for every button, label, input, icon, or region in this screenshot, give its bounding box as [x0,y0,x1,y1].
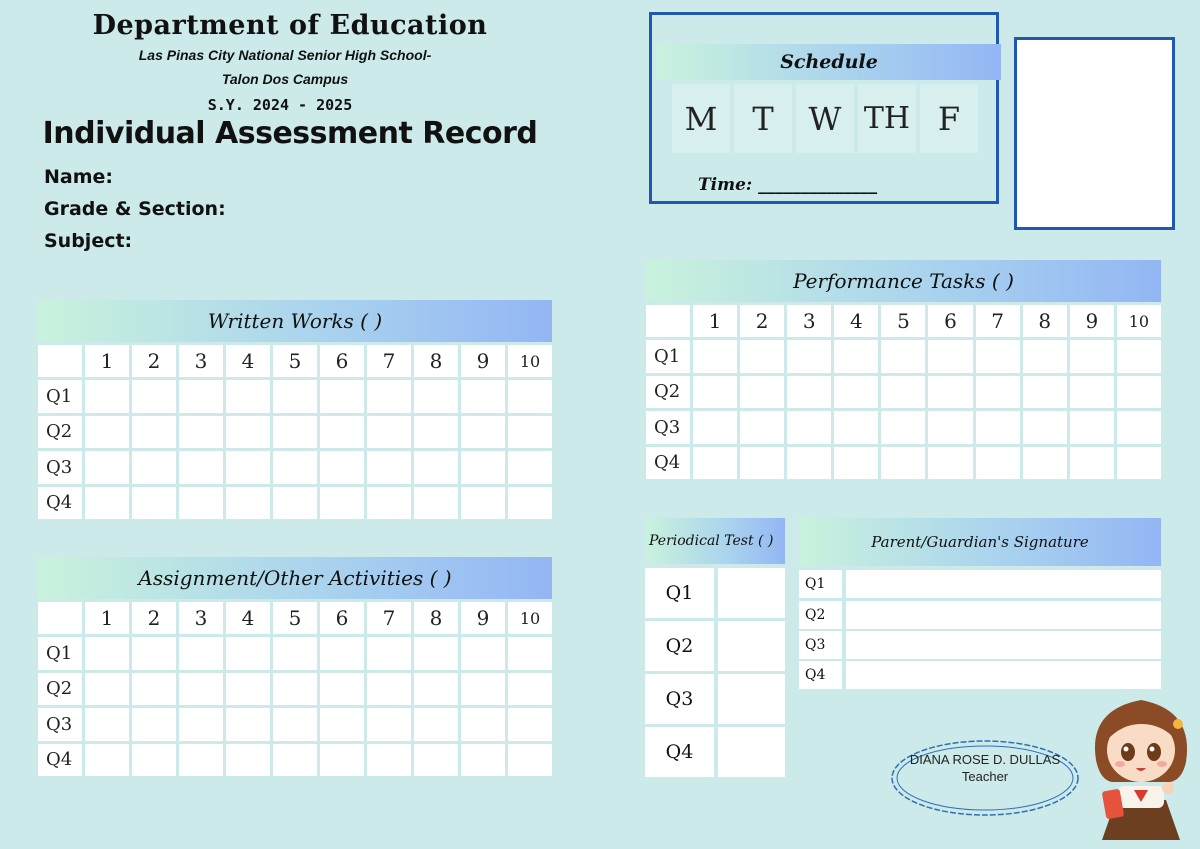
pt-score-cell[interactable] [1117,376,1161,408]
pt-score-cell[interactable] [787,376,831,408]
as-score-cell[interactable] [85,744,129,776]
written-works-table [38,345,552,519]
pt-score-cell[interactable] [740,411,784,443]
teacher-badge [888,737,1082,819]
column-header: 1 [693,305,737,337]
day-monday: M [672,84,730,153]
pt-score-cell[interactable] [976,376,1020,408]
periodical-q4-label: Q4 [645,727,714,777]
as-score-cell[interactable] [414,708,458,740]
ww-score-cell[interactable] [414,487,458,519]
as-score-cell[interactable] [320,673,364,705]
pt-score-cell[interactable] [1023,376,1067,408]
as-score-cell[interactable] [273,673,317,705]
pt-score-cell[interactable] [1117,411,1161,443]
ww-score-cell[interactable] [320,451,364,483]
row-label: Q1 [38,637,82,669]
periodical-q3-cell[interactable] [718,674,785,724]
as-score-cell[interactable] [320,708,364,740]
column-header: 10 [1117,305,1161,337]
assignments-header [38,557,552,599]
as-score-cell[interactable] [179,637,223,669]
page-title: Individual Assessment Record [42,116,538,151]
as-score-cell[interactable] [320,637,364,669]
day-wednesday: W [796,84,854,153]
as-score-cell[interactable] [414,637,458,669]
column-header: 6 [320,345,364,377]
as-score-cell[interactable] [85,637,129,669]
grade-section-label: Grade & Section: [44,198,226,220]
as-score-cell[interactable] [85,708,129,740]
row-label: Q2 [646,376,690,408]
as-score-cell[interactable] [367,637,411,669]
periodical-test-title: Periodical Test ( ) [649,533,774,549]
ww-score-cell[interactable] [85,380,129,412]
column-header: 9 [461,602,505,634]
row-label: Q3 [646,411,690,443]
pt-score-cell[interactable] [976,411,1020,443]
column-header: 10 [508,602,552,634]
as-score-cell[interactable] [226,744,270,776]
as-score-cell[interactable] [179,673,223,705]
column-header: 8 [1023,305,1067,337]
ww-score-cell[interactable] [367,487,411,519]
school-name-line1: Las Pinas City National Senior High School- [138,47,432,63]
ww-score-cell[interactable] [414,380,458,412]
ww-score-cell[interactable] [273,451,317,483]
pt-score-cell[interactable] [1023,340,1067,372]
school-year: S.Y. 2024 - 2025 [207,96,353,114]
assignments-table [38,602,552,776]
periodical-q3-label: Q3 [645,674,714,724]
day-thursday: TH [858,84,916,153]
ww-score-cell[interactable] [179,487,223,519]
ww-score-cell[interactable] [367,451,411,483]
ww-score-cell[interactable] [414,451,458,483]
signature-q2-label: Q2 [799,601,842,629]
teacher-girl-illustration-icon [1082,690,1200,849]
row-label: Q1 [646,340,690,372]
pt-score-cell[interactable] [928,340,972,372]
row-label: Q2 [38,416,82,448]
ww-score-cell[interactable] [367,416,411,448]
as-score-cell[interactable] [132,708,176,740]
photo-box[interactable] [1014,37,1175,230]
ww-score-cell[interactable] [367,380,411,412]
row-label: Q1 [38,380,82,412]
as-score-cell[interactable] [414,673,458,705]
pt-score-cell[interactable] [976,340,1020,372]
teacher-role: Teacher [961,769,1009,784]
column-header: 6 [928,305,972,337]
ww-score-cell[interactable] [226,416,270,448]
column-header: 8 [414,602,458,634]
assignments-title: Assignment/Other Activities ( ) [138,566,452,590]
pt-score-cell[interactable] [740,447,784,479]
periodical-q4-cell[interactable] [718,727,785,777]
ww-score-cell[interactable] [461,416,505,448]
row-label: Q4 [38,744,82,776]
ww-score-cell[interactable] [414,416,458,448]
ww-score-cell[interactable] [320,416,364,448]
as-score-cell[interactable] [508,673,552,705]
pt-score-cell[interactable] [1070,447,1114,479]
written-works-title: Written Works ( ) [207,309,383,333]
as-score-cell[interactable] [414,744,458,776]
performance-tasks-table [646,305,1161,479]
pt-score-cell[interactable] [740,376,784,408]
pt-score-cell[interactable] [834,411,878,443]
pt-score-cell[interactable] [1070,340,1114,372]
schedule-title: Schedule [657,44,1001,80]
as-score-cell[interactable] [461,744,505,776]
column-header: 9 [1070,305,1114,337]
teacher-name: DIANA ROSE D. DULLAS [909,752,1061,767]
as-score-cell[interactable] [226,673,270,705]
pt-score-cell[interactable] [740,340,784,372]
pt-score-cell[interactable] [834,340,878,372]
signature-q1-label: Q1 [799,570,842,598]
ww-score-cell[interactable] [320,487,364,519]
column-header: 4 [226,602,270,634]
pt-score-cell[interactable] [787,447,831,479]
pt-score-cell[interactable] [1023,447,1067,479]
column-header: 5 [273,602,317,634]
pt-score-cell[interactable] [976,447,1020,479]
ww-score-cell[interactable] [179,451,223,483]
as-score-cell[interactable] [273,708,317,740]
table-corner-cell [646,305,690,337]
ww-score-cell[interactable] [85,416,129,448]
pt-score-cell[interactable] [787,411,831,443]
ww-score-cell[interactable] [132,487,176,519]
ww-score-cell[interactable] [179,416,223,448]
name-label: Name: [44,166,114,188]
table-corner-cell [38,345,82,377]
column-header: 10 [508,345,552,377]
ww-score-cell[interactable] [226,487,270,519]
as-score-cell[interactable] [320,744,364,776]
ww-score-cell[interactable] [461,451,505,483]
row-label: Q3 [38,708,82,740]
ww-score-cell[interactable] [85,487,129,519]
ww-score-cell[interactable] [132,380,176,412]
as-score-cell[interactable] [461,637,505,669]
ww-score-cell[interactable] [132,416,176,448]
pt-score-cell[interactable] [693,340,737,372]
column-header: 7 [367,345,411,377]
column-header: 2 [132,345,176,377]
as-score-cell[interactable] [461,673,505,705]
as-score-cell[interactable] [85,673,129,705]
pt-score-cell[interactable] [834,376,878,408]
pt-score-cell[interactable] [834,447,878,479]
pt-score-cell[interactable] [693,447,737,479]
ww-score-cell[interactable] [179,380,223,412]
ww-score-cell[interactable] [132,451,176,483]
column-header: 1 [85,345,129,377]
pt-score-cell[interactable] [928,447,972,479]
periodical-q2-cell[interactable] [718,621,785,671]
as-score-cell[interactable] [132,673,176,705]
signature-q4-cell[interactable] [846,661,1161,689]
column-header: 7 [976,305,1020,337]
signature-q2-cell[interactable] [846,601,1161,629]
written-works-header [38,300,552,342]
column-header: 7 [367,602,411,634]
pt-score-cell[interactable] [881,376,925,408]
pt-score-cell[interactable] [881,447,925,479]
pt-score-cell[interactable] [1117,447,1161,479]
column-header: 5 [273,345,317,377]
row-label: Q3 [38,451,82,483]
signature-q3-label: Q3 [799,631,842,659]
as-score-cell[interactable] [367,708,411,740]
ww-score-cell[interactable] [461,380,505,412]
pt-score-cell[interactable] [928,376,972,408]
pt-score-cell[interactable] [1023,411,1067,443]
as-score-cell[interactable] [508,708,552,740]
day-friday: F [920,84,978,153]
pt-score-cell[interactable] [1070,411,1114,443]
ww-score-cell[interactable] [508,451,552,483]
periodical-q1-cell[interactable] [718,568,785,618]
as-score-cell[interactable] [508,744,552,776]
ww-score-cell[interactable] [508,487,552,519]
column-header: 3 [179,602,223,634]
ww-score-cell[interactable] [320,380,364,412]
pt-score-cell[interactable] [881,340,925,372]
as-score-cell[interactable] [179,708,223,740]
ww-score-cell[interactable] [85,451,129,483]
as-score-cell[interactable] [367,673,411,705]
column-header: 1 [85,602,129,634]
pt-score-cell[interactable] [1117,340,1161,372]
ww-score-cell[interactable] [273,487,317,519]
column-header: 3 [787,305,831,337]
day-tuesday: T [734,84,792,153]
ww-score-cell[interactable] [273,416,317,448]
as-score-cell[interactable] [132,637,176,669]
as-score-cell[interactable] [273,744,317,776]
row-label: Q4 [646,447,690,479]
signature-q1-cell[interactable] [846,570,1161,598]
pt-score-cell[interactable] [787,340,831,372]
column-header: 9 [461,345,505,377]
periodical-q1-label: Q1 [645,568,714,618]
table-corner-cell [38,602,82,634]
column-header: 6 [320,602,364,634]
signature-q3-cell[interactable] [846,631,1161,659]
column-header: 2 [740,305,784,337]
row-label: Q4 [38,487,82,519]
column-header: 4 [834,305,878,337]
column-header: 2 [132,602,176,634]
performance-tasks-title: Performance Tasks ( ) [793,269,1014,293]
schedule-box [649,12,999,204]
as-score-cell[interactable] [226,637,270,669]
as-score-cell[interactable] [179,744,223,776]
column-header: 4 [226,345,270,377]
as-score-cell[interactable] [461,708,505,740]
ww-score-cell[interactable] [273,380,317,412]
ww-score-cell[interactable] [226,451,270,483]
pt-score-cell[interactable] [928,411,972,443]
pt-score-cell[interactable] [881,411,925,443]
as-score-cell[interactable] [226,708,270,740]
parent-signature-title: Parent/Guardian's Signature [871,533,1089,551]
as-score-cell[interactable] [132,744,176,776]
column-header: 5 [881,305,925,337]
as-score-cell[interactable] [508,637,552,669]
schedule-time: Time: ______________ [698,175,878,195]
as-score-cell[interactable] [367,744,411,776]
ww-score-cell[interactable] [461,487,505,519]
pt-score-cell[interactable] [1070,376,1114,408]
parent-signature-header [799,518,1161,566]
row-label: Q2 [38,673,82,705]
column-header: 8 [414,345,458,377]
ww-score-cell[interactable] [508,416,552,448]
as-score-cell[interactable] [273,637,317,669]
performance-tasks-header [646,260,1161,302]
school-name-line2: Talon Dos Campus [221,71,349,87]
periodical-q2-label: Q2 [645,621,714,671]
ww-score-cell[interactable] [226,380,270,412]
signature-q4-label: Q4 [799,661,842,689]
pt-score-cell[interactable] [693,376,737,408]
subject-label: Subject: [44,230,133,252]
department-name: Department of Education [92,10,488,41]
column-header: 3 [179,345,223,377]
periodical-test-header [645,518,785,564]
pt-score-cell[interactable] [693,411,737,443]
ww-score-cell[interactable] [508,380,552,412]
